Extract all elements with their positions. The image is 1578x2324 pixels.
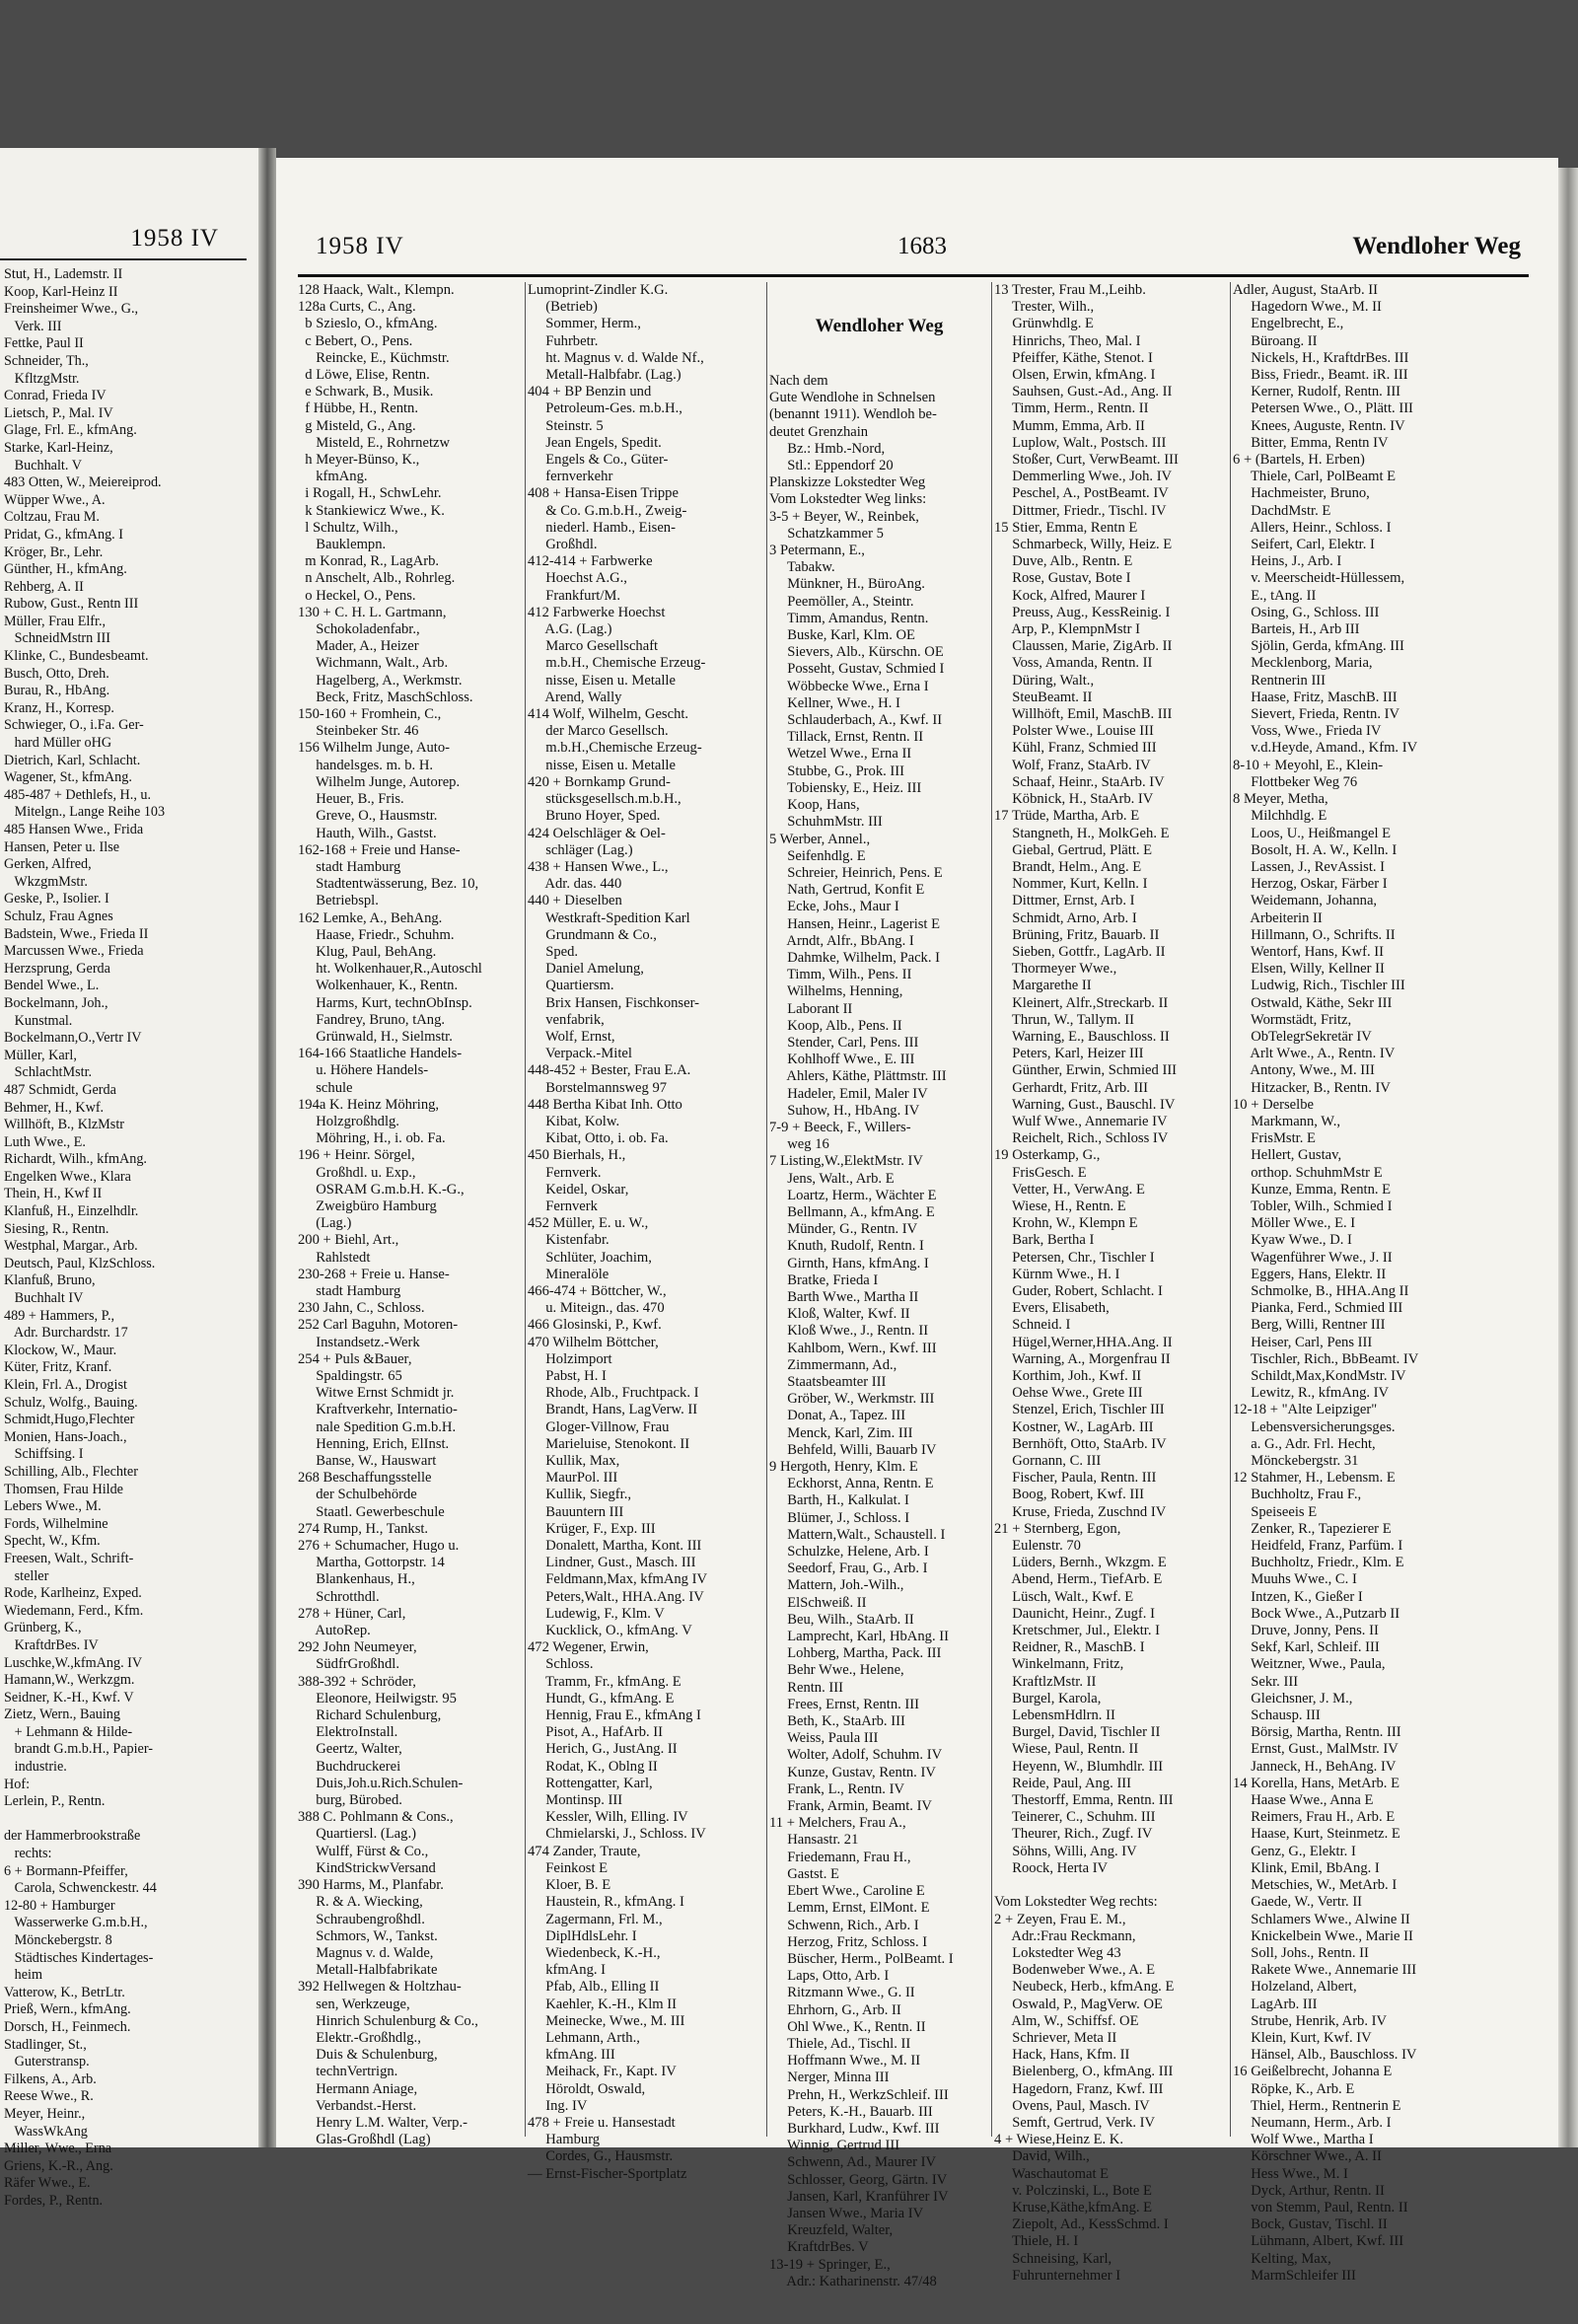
directory-column-1: 128 Haack, Walt., Klempn. 128a Curts, C., Ang. b Szieslo, O., kfmAng. c Bebert, O., Pens. Reincke, E., Küchmstr. d Löwe, Elise, Rentn. e Schwark, B., Musik. f Hübbe, H., Rentn. g Misteld, G., Ang. Misteld, E., Rohrnetzw h Meyer-Bünso, K., kfmAng. i Rogall, H., SchwLehr. k Stankiewicz Wwe., K. l Schultz, Wilh., Bauklempn. m Konrad, R., LagArb. n Anschelt, Alb., Rohrleg. o Heckel, O., Pens. 130 + C. H. L. Gartmann, Schokoladenfabr., Mader, A., Heizer Wichmann, Walt., Arb. Hagelberg, A., Werkmstr. Beck, Fritz, MaschSchloss. 150-160 + Fromhein, C., Steinbeker Str. 46 156 Wilhelm Junge, Auto- handelsges. m. b. H. Wilhelm Junge, Autorep. Heuer, B., Fris. Greve, O., Hausmstr. Hauth, Wilh., Gastst. 162-168 + Freie und Hanse- stadt Hamburg Stadtentwässerung, Bez. 10, Betriebspl. 162 Lemke, A., BehAng. Haase, Friedr., Schuhm. Klug, Paul, BehAng. ht. Wolkenhauer,R.,Autoschl Wolkenhauer, K., Rentn. Harms, Kurt, technObInsp. Fandrey, Bruno, tAng. Grünwald, H., Sielmstr. 164-166 Staatliche Handels- u. Höhere Handels- schule 194a K. Heinz Möhring, Holzgroßhdlg. Möhring, H., i. ob. Fa. 196 + Heinr. Sörgel, Großhdl. u. Exp., OSRAM G.m.b.H. K.-G., Zweigbüro Hamburg (Lag.) 200 + Biehl, Art., Rahlstedt 230-268 + Freie u. Hanse- stadt Hamburg 230 Jahn, C., Schloss. 252 Carl Baguhn, Motoren- Instandsetz.-Werk 254 + Puls &Bauer, Spaldingstr. 65 Witwe Ernst Schmidt jr. Kraftverkehr, Internatio- nale Spedition G.m.b.H. Henning, Erich, ElInst. Banse, W., Hauswart 268 Beschaffungsstelle der Schulbehörde Staatl. Gewerbeschule 274 Rump, H., Tankst. 276 + Schumacher, Hugo u. Martha, Gottorpstr. 14 Blankenhaus, H., Schrotthdl. 278 + Hüner, Carl, AutoRep. 292 John Neumeyer, SüdfrGroßhdl. 388-392 + Schröder, Eleonore, Heilwigstr. 95 Richard Schulenburg, ElektroInstall. Geertz, Walter, Buchdruckerei Duis,Joh.u.Rich.Schulen- burg, Bürobed. 388 C. Pohlmann & Cons., Quartiersl. (Lag.) Wulff, Fürst & Co., KindStrickwVersand 390 Harms, M., Planfabr. R. & A. Wiecking, Schraubengroßhdl. Schmors, W., Tankst. Magnus v. d. Walde, Metall-Halbfabrikate 392 Hellwegen & Holtzhau- sen, Werkzeuge, Hinrich Schulenburg & Co., Elektr.-Großhdlg., Duis & Schulenburg, technVertrign. Hermann Aniage, Verbandst.-Herst. Henry L.M. Walter, Verp.- Glas-Großhdl (Lag): [298, 282, 482, 2148]
left-page-header-rule: [0, 258, 247, 260]
street-heading: Wendloher Weg: [815, 316, 944, 337]
directory-column-3: [769, 282, 989, 2289]
page-edge: [1558, 168, 1578, 2147]
column-divider: [1230, 282, 1231, 2137]
left-page-column: Stut, H., Lademstr. II Koop, Karl-Heinz II Freinsheimer Wwe., G., Verk. III Fettke, Paul II Schneider, Th., KfltzgMstr. Conrad, Frieda IV Lietsch, P., Mal. IV Glage, Frl. E., kfmAng. Starke, Karl-Heinz, Buchhalt. V 483 Otten, W., Meiereiprod. Wüpper Wwe., A. Coltzau, Frau M. Pridat, G., kfmAng. I Kröger, Br., Lehr. Günther, H., kfmAng. Rehberg, A. II Rubow, Gust., Rentn III Müller, Frau Elfr., SchneidMstrn III Klinke, C., Bundesbeamt. Busch, Otto, Dreh. Burau, R., HbAng. Kranz, H., Korresp. Schwieger, O., i.Fa. Ger- hard Müller oHG Dietrich, Karl, Schlacht. Wagener, St., kfmAng. 485-487 + Dethlefs, H., u. Mitelgn., Lange Reihe 103 485 Hansen Wwe., Frida Hansen, Peter u. Ilse Gerken, Alfred, WkzgmMstr. Geske, P., Isolier. I Schulz, Frau Agnes Badstein, Wwe., Frieda II Marcussen Wwe., Frieda Herzsprung, Gerda Bendel Wwe., L. Bockelmann, Joh., Kunstmal. Bockelmann,O.,Vertr IV Müller, Karl, SchlachtMstr. 487 Schmidt, Gerda Behmer, H., Kwf. Willhöft, B., KlzMstr Luth Wwe., E. Richardt, Wilh., kfmAng. Engelken Wwe., Klara Thein, H., Kwf II Klanfuß, H., Einzelhdlr. Siesing, R., Rentn. Westphal, Margar., Arb. Deutsch, Paul, KlzSchloss. Klanfuß, Bruno, Buchhalt IV 489 + Hammers, P., Adr. Burchardstr. 17 Klockow, W., Maur. Küter, Fritz, Kranf. Klein, Frl. A., Drogist Schulz, Wolfg., Bauing. Schmidt,Hugo,Flechter Monien, Hans-Joach., Schiffsing. I Schilling, Alb., Flechter Thomsen, Frau Hilde Lebers Wwe., M. Fords, Wilhelmine Specht, W., Kfm. Freesen, Walt., Schrift- steller Rode, Karlheinz, Exped. Wiedemann, Ferd., Kfm. Grünberg, K., KraftdrBes. IV Luschke,W.,kfmAng. IV Hamann,W., Werkzgm. Seidner, K.-H., Kwf. V Zietz, Wern., Bauing + Lehmann & Hilde- brandt G.m.b.H., Papier- industrie. Hof: Lerlein, P., Rentn. der Hammerbrookstraße rechts: 6 + Bormann-Pfeiffer, Carola, Schwenckestr. 44 12-80 + Hamburger Wasserwerke G.m.b.H., Mönckebergstr. 8 Städtisches Kindertages- heim Vatterow, K., BetrLtr. Prieß, Wern., kfmAng. Dorsch, H., Feinmech. Stadlinger, St., Guterstransp. Filkens, A., Arb. Reese Wwe., R. Meyer, Heinr., WassWkAng Miller, Wwe., Erna Griens, K.-R., Ang. Räfer Wwe., E. Fordes, P., Rentn.: [4, 266, 166, 2209]
column-divider: [525, 282, 526, 2137]
page-header: [316, 233, 1529, 272]
directory-column-4: 13 Trester, Frau M.,Leihb. Trester, Wilh., Grünwhdlg. E Hinrichs, Theo, Mal. I Pfeiffer, Käthe, Stenot. I Olsen, Erwin, kfmAng. I Sauhsen, Gust.-Ad., Ang. II Timm, Herm., Rentn. II Mumm, Emma, Arb. II Luplow, Walt., Postsch. III Stoßer, Curt, VerwBeamt. III Demmerling Wwe., Joh. IV Peschel, A., PostBeamt. IV Dittmer, Friedr., Tischl. IV 15 Stier, Emma, Rentn E Schmarbeck, Willy, Heiz. E Duve, Alb., Rentn. E Rose, Gustav, Bote I Kock, Alfred, Maurer I Preuss, Aug., KessReinig. I Arp, P., KlempnMstr I Claussen, Marie, ZigArb. II Voss, Amanda, Rentn. II Düring, Walt., SteuBeamt. II Willhöft, Emil, MaschB. III Polster Wwe., Louise III Kühl, Franz, Schmied III Wolf, Franz, StaArb. IV Schaaf, Heinr., StaArb. IV Köbnick, H., StaArb. IV 17 Trüde, Martha, Arb. E Stangneth, H., MolkGeh. E Giebal, Gertrud, Plätt. E Brandt, Helm., Ang. E Nommer, Kurt, Kelln. I Dittmer, Ernst, Arb. I Schmidt, Arno, Arb. I Brüning, Fritz, Bauarb. II Sieben, Gottfr., LagArb. II Thormeyer Wwe., Margarethe II Kleinert, Alfr.,Streckarb. II Thrun, W., Tallym. II Warning, E., Bauschloss. II Peters, Karl, Heizer III Günther, Erwin, Schmied III Gerhardt, Fritz, Arb. III Warning, Gust., Bauschl. IV Wulf Wwe., Annemarie IV Reichelt, Rich., Schloss IV 19 Osterkamp, G., FrisGesch. E Vetter, H., VerwAng. E Wiese, H., Rentn. E Krohn, W., Klempn E Bark, Bertha I Petersen, Chr., Tischler I Kürnm Wwe., H. I Guder, Robert, Schlacht. I Evers, Elisabeth, Schneid. I Hügel,Werner,HHA.Ang. II Warning, A., Morgenfrau II Korthim, Joh., Kwf. II Oehse Wwe., Grete III Stenzel, Erich, Tischler III Kostner, W., LagArb. III Bernhöft, Otto, StaArb. IV Gornann, C. III Fischer, Paula, Rentn. III Boog, Robert, Kwf. III Kruse, Frieda, Zuschnd IV 21 + Sternberg, Egon, Eulenstr. 70 Lüders, Bernh., Wkzgm. E Abend, Herm., TiefArb. E Lüsch, Walt., Kwf. E Daunicht, Heinr., Zugf. I Kretschmer, Jul., Elektr. I Reidner, R., MaschB. I Winkelmann, Fritz, KraftlzMstr. II Burgel, Karola, LebensmHdlrn. II Burgel, David, Tischler II Wiese, Paul, Rentn. II Heyenn, W., Blumhdlr. III Reide, Paul, Ang. III Thestorff, Emma, Rentn. III Teinerer, C., Schuhm. III Theurer, Rich., Zugf. IV Söhns, Willi, Ang. IV Roock, Herta IV Vom Lokstedter Weg rechts: 2 + Zeyen, Frau E. M., Adr.:Frau Reckmann, Lokstedter Weg 43 Bodenweber Wwe., A. E Neubeck, Herb., kfmAng. E Oswald, P., MagVerw. OE Alm, W., Schiffsf. OE Schriever, Meta II Hack, Hans, Kfm. II Bielenberg, O., kfmAng. III Hagedorn, Franz, Kwf. III Ovens, Paul, Masch. IV Semft, Gertrud, Verk. IV 4 + Wiese,Heinz E. K. David, Wilh., Waschautomat E v. Polczinski, L., Bote E Kruse,Käthe,kfmAng. E Ziepolt, Ad., KessSchmd. I Thiele, H. I Schneising, Karl, Fuhrunternehmer I: [994, 282, 1179, 2284]
running-street-title: Wendloher Weg: [1352, 233, 1521, 259]
directory-column-2: Lumoprint-Zindler K.G. (Betrieb) Sommer, Herm., Fuhrbetr. ht. Magnus v. d. Walde Nf., Metall-Halbfabr. (Lag.) 404 + BP Benzin und Petroleum-Ges. m.b.H., Steinstr. 5 Jean Engels, Spedit. Engels & Co., Güter- fernverkehr 408 + Hansa-Eisen Trippe & Co. G.m.b.H., Zweig- niederl. Hamb., Eisen- Großhdl. 412-414 + Farbwerke Hoechst A.G., Frankfurt/M. 412 Farbwerke Hoechst A.G. (Lag.) Marco Gesellschaft m.b.H., Chemische Erzeug- nisse, Eisen u. Metalle Arend, Wally 414 Wolf, Wilhelm, Gescht. der Marco Gesellsch. m.b.H.,Chemische Erzeug- nisse, Eisen u. Metalle 420 + Bornkamp Grund- stücksgesellsch.m.b.H., Bruno Hoyer, Sped. 424 Oelschläger & Oel- schläger (Lag.) 438 + Hansen Wwe., L., Adr. das. 440 440 + Dieselben Westkraft-Spedition Karl Grundmann & Co., Sped. Daniel Amelung, Quartiersm. Brix Hansen, Fischkonser- venfabrik, Wolf, Ernst, Verpack.-Mitel 448-452 + Bester, Frau E.A. Borstelmannsweg 97 448 Bertha Kibat Inh. Otto Kibat, Kolw. Kibat, Otto, i. ob. Fa. 450 Bierhals, H., Fernverk. Keidel, Oskar, Fernverk 452 Müller, E. u. W., Kistenfabr. Schlüter, Joachim, Mineralöle 466-474 + Böttcher, W., u. Miteign., das. 470 466 Glosinski, P., Kwf. 470 Wilhelm Böttcher, Holzimport Pabst, H. I Rhode, Alb., Fruchtpack. I Brandt, Hans, LagVerw. II Gloger-Villnow, Frau Marieluise, Stenokont. II Kullik, Max, MaurPol. III Kullik, Siegfr., Bauuntern III Krüger, F., Exp. III Donalett, Martha, Kont. III Lindner, Gust., Masch. III Feldmann,Max, kfmAng IV Peters,Walt., HHA.Ang. IV Ludewig, F., Klm. V Kucklick, O., kfmAng. V 472 Wegener, Erwin, Schloss. Tramm, Fr., kfmAng. E Hundt, G., kfmAng. E Hennig, Frau E., kfmAng I Pisot, A., HafArb. II Herich, G., JustAng. II Rodat, K., Oblng II Rottengatter, Karl, Montinsp. III Kessler, Wilh, Elling. IV Chmielarski, J., Schloss. IV 474 Zander, Traute, Feinkost E Kloer, B. E Haustein, R., kfmAng. I Zagermann, Frl. M., DiplHdlsLehr. I Wiedenbeck, K.-H., kfmAng. I Pfab, Alb., Elling II Kaehler, K.-H., Klm II Meinecke, Wwe., M. III Lehmann, Arth., kfmAng. III Meihack, Fr., Kapt. IV Höroldt, Oswald, Ing. IV 478 + Freie u. Hansestadt Hamburg Cordes, G., Hausmstr. — Ernst-Fischer-Sportplatz: [528, 282, 707, 2182]
header-rule: [298, 274, 1529, 277]
left-page-running-head: 1958 IV: [130, 225, 219, 252]
left-page: [0, 148, 258, 2209]
street-entries: Nach dem Gute Wendlohe in Schnelsen (benannt 1911). Wendloh be- deutet Grenzhain Bz.: Hmb.-Nord, Stl.: Eppendorf 20 Planskizze Lokstedter Weg Vom Lokstedter Weg links: 3-5 + Beyer, W., Reinbek, Schatzkammer 5 3 Petermann, E., Tabakw. Münkner, H., BüroAng. Peemöller, A., Steintr. Timm, Amandus, Rentn. Buske, Karl, Klm. OE Sievers, Alb., Kürschn. OE Posseht, Gustav, Schmied I Wöbbecke Wwe., Erna I Kellner, Wwe., H. I Schlauderbach, A., Kwf. II Tillack, Ernst, Rentn. II Wetzel Wwe., Erna II Stubbe, G., Prok. III Tobiensky, E., Heiz. III Koop, Hans, SchuhmMstr. III 5 Werber, Annel., Seifenhdlg. E Schreier, Heinrich, Pens. E Nath, Gertrud, Konfit E Ecke, Johs., Maur I Hansen, Heinr., Lagerist E Arndt, Alfr., BbAng. I Dahmke, Wilhelm, Pack. I Timm, Wilh., Pens. II Wilhelms, Henning, Laborant II Koop, Alb., Pens. II Stender, Carl, Pens. III Kohlhoff Wwe., E. III Ahlers, Käthe, Plättmstr. III Hadeler, Emil, Maler IV Suhow, H., HbAng. IV 7-9 + Beeck, F., Willers- weg 16 7 Listing,W.,ElektMstr. IV Jens, Walt., Arb. E Loartz, Herm., Wächter E Bellmann, A., kfmAng. E Münder, G., Rentn. IV Knuth, Rudolf, Rentn. I Girnth, Hans, kfmAng. I Bratke, Frieda I Barth Wwe., Martha II Kloß, Walter, Kwf. II Kloß Wwe., J., Rentn. II Kahlbom, Wern., Kwf. III Zimmermann, Ad., Staatsbeamter III Gröber, W., Werkmstr. III Donat, A., Tapez. III Menck, Karl, Zim. III Behfeld, Willi, Bauarb IV 9 Hergoth, Henry, Klm. E Eckhorst, Anna, Rentn. E Barth, H., Kalkulat. I Blümer, J., Schloss. I Mattern,Walt., Schaustell. I Schulzke, Helene, Arb. I Seedorf, Frau, G., Arb. I Mattern, Joh.-Wilh., ElSchweiß. II Beu, Wilh., StaArb. II Lamprecht, Karl, HbAng. II Lohberg, Martha, Pack. III Behr Wwe., Helene, Rentn. III Frees, Ernst, Rentn. III Beth, K., StaArb. III Weiss, Paula III Wolter, Adolf, Schuhm. IV Kunze, Gustav, Rentn. IV Frank, L., Rentn. IV Frank, Armin, Beamt. IV 11 + Melchers, Frau A., Hansastr. 21 Friedemann, Frau H., Gastst. E Ebert Wwe., Caroline E Lemm, Ernst, ElMont. E Schwenn, Rich., Arb. I Herzog, Fritz, Schloss. I Büscher, Herm., PolBeamt. I Laps, Otto, Arb. I Ritzmann Wwe., G. II Ehrhorn, G., Arb. II Ohl Wwe., K., Rentn. II Thiele, Ad., Tischl. II Hoffmann Wwe., M. II Nerger, Minna III Prehn, H., WerkzSchleif. III Peters, K.-H., Bauarb. III Burkhard, Ludw., Kwf. III Winnig, Gertrud III Schwenn, Ad., Maurer IV Schlosser, Georg, Gärtn. IV Jansen, Karl, Kranführer IV Jansen Wwe., Maria IV Kreuzfeld, Walter, KraftdrBes. V 13-19 + Springer, E., Adr.: Katharinenstr. 47/48: [769, 373, 954, 2289]
column-divider: [991, 282, 992, 2137]
page-year: 1958 IV: [316, 233, 404, 259]
book-gutter: [258, 148, 276, 2147]
page-number: 1683: [897, 233, 947, 259]
right-page: [276, 158, 1558, 2289]
directory-column-5: Adler, August, StaArb. II Hagedorn Wwe., M. II Engelbrecht, E., Büroang. II Nickels, H., KraftdrBes. III Biss, Friedr., Beamt. iR. III Kerner, Rudolf, Rentn. III Petersen Wwe., O., Plätt. III Knees, Auguste, Rentn. IV Bitter, Emma, Rentn IV 6 + (Bartels, H. Erben) Thiele, Carl, PolBeamt E Hachmeister, Bruno, DachdMstr. E Allers, Heinr., Schloss. I Seifert, Carl, Elektr. I Heins, J., Arb. I v. Meerscheidt-Hüllessem, E., tAng. II Osing, G., Schloss. III Barteis, H., Arb III Sjölin, Gerda, kfmAng. III Mecklenborg, Maria, Rentnerin III Haase, Fritz, MaschB. III Sievert, Frieda, Rentn. IV Voss, Wwe., Frieda IV v.d.Heyde, Amand., Kfm. IV 8-10 + Meyohl, E., Klein- Flottbeker Weg 76 8 Meyer, Metha, Milchhdlg. E Loos, U., Heißmangel E Bosolt, H. A. W., Kelln. I Lassen, J., RevAssist. I Herzog, Oskar, Färber I Weidemann, Johanna, Arbeiterin II Hillmann, O., Schrifts. II Wentorf, Hans, Kwf. II Elsen, Willy, Kellner II Ludwig, Rich., Tischler III Ostwald, Käthe, Sekr III Wormstädt, Fritz, ObTelegrSekretär IV Arlt Wwe., A., Rentn. IV Antony, Wwe., M. III Hitzacker, B., Rentn. IV 10 + Derselbe Markmann, W., FrisMstr. E Hellert, Gustav, orthop. SchuhmMstr E Kunze, Emma, Rentn. E Tobler, Wilh., Schmied I Möller Wwe., E. I Kyaw Wwe., D. I Wagenführer Wwe., J. II Eggers, Hans, Elektr. II Schmolke, B., HHA.Ang II Pianka, Ferd., Schmied III Berg, Willi, Rentner III Heiser, Carl, Pens III Tischler, Rich., BbBeamt. IV Schildt,Max,KondMstr. IV Lewitz, R., kfmAng. IV 12-18 + "Alte Leipziger" Lebensversicherungsges. a. G., Adr. Frl. Hecht, Mönckebergstr. 31 12 Stahmer, H., Lebensm. E Buchholtz, Frau F., Speiseeis E Zenker, R., Tapezierer E Heidfeld, Franz, Parfüm. I Buchholtz, Friedr., Klm. E Muuhs Wwe., C. I Intzen, K., Gießer I Bock Wwe., A.,Putzarb II Druve, Jonny, Pens. II Sekf, Karl, Schleif. III Weitzner, Wwe., Paula, Sekr. III Gleichsner, J. M., Schausp. III Börsig, Martha, Rentn. III Ernst, Gust., MalMstr. IV Janneck, H., BehAng. IV 14 Korella, Hans, MetArb. E Haase Wwe., Anna E Reimers, Frau H., Arb. E Haase, Kurt, Steinmetz. E Genz, G., Elektr. I Klink, Emil, BbAng. I Metschies, W., MetArb. I Gaede, W., Vertr. II Schlamers Wwe., Alwine II Knickelbein Wwe., Marie II Soll, Johs., Rentn. II Rakete Wwe., Annemarie III Holzeland, Albert, LagArb. III Strube, Henrik, Arb. IV Klein, Kurt, Kwf. IV Hänsel, Alb., Bauschloss. IV 16 Geißelbrecht, Johanna E Röpke, K., Arb. E Thiel, Herm., Rentnerin E Neumann, Herm., Arb. I Wolf Wwe., Martha I Körschner Wwe., A. II Hess Wwe., M. I Dyck, Arthur, Rentn. II von Stemm, Paul, Rentn. II Bock, Gustav, Tischl. II Lühmann, Albert, Kwf. III Kelting, Max, MarmSchleifer III: [1233, 282, 1419, 2284]
column-divider: [766, 282, 767, 2137]
